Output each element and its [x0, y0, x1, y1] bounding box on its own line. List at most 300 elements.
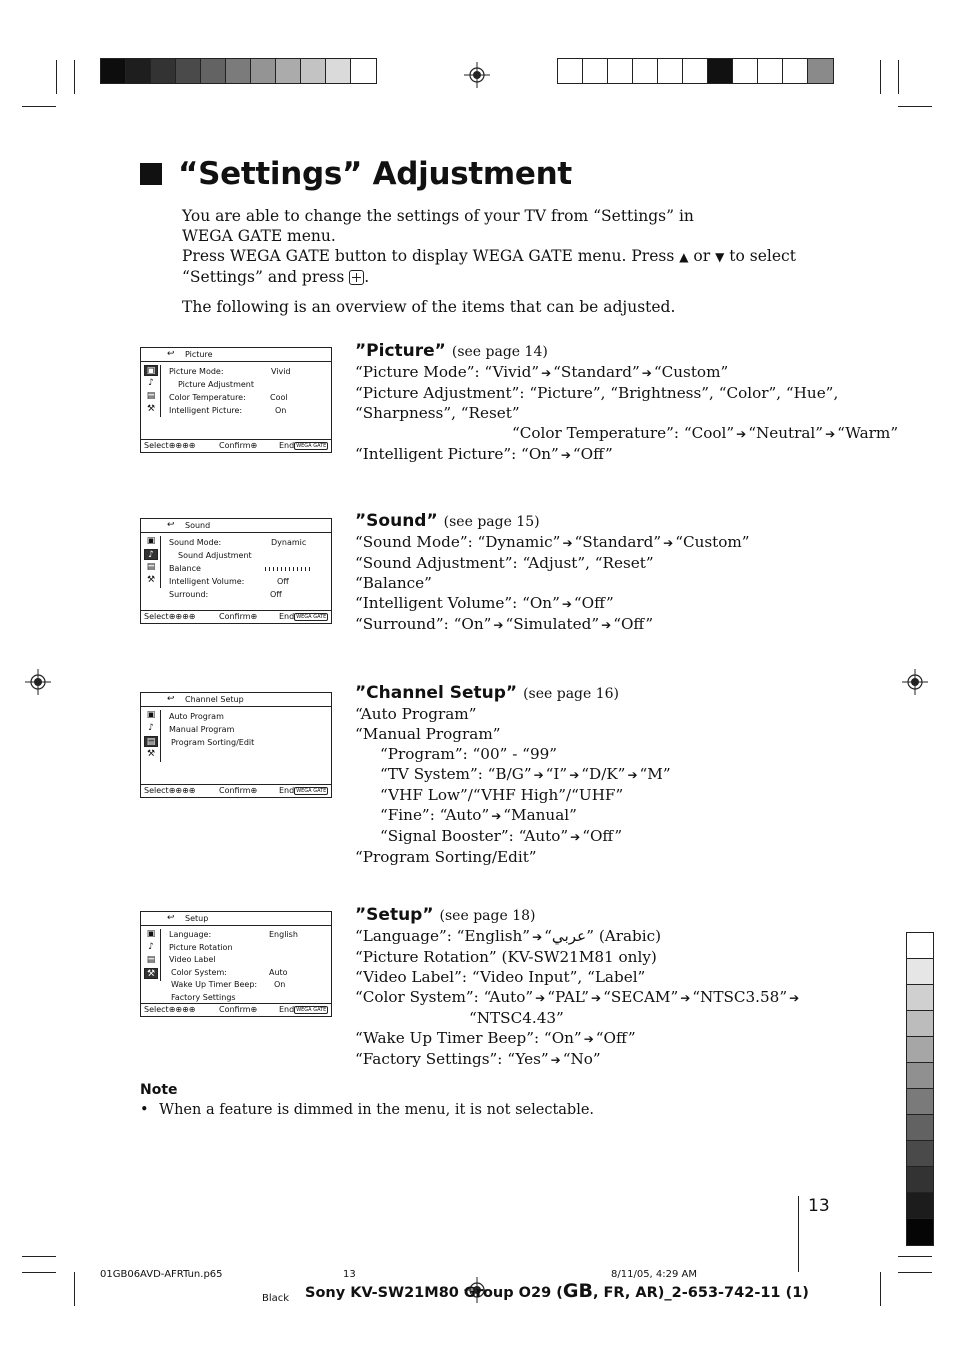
gradient-cell [907, 1089, 933, 1115]
right-arrow-icon: ➔ [493, 618, 504, 632]
option-value: “Program Sorting/Edit” [355, 848, 537, 866]
enter-button-icon [349, 270, 364, 285]
registration-mark-icon [25, 669, 51, 695]
option-value: “Off” [582, 827, 623, 845]
gradient-cell [907, 1115, 933, 1141]
option-value: “M” [639, 765, 671, 783]
menu-footer [141, 784, 331, 797]
menu-row-label: Balance [169, 564, 201, 573]
option-line [355, 744, 671, 764]
section-title: ”Channel Setup” [355, 683, 518, 703]
down-arrow-icon: ▼ [715, 250, 725, 264]
right-arrow-icon: ➔ [561, 597, 572, 611]
end-label: End [279, 612, 295, 621]
page-number-rule [798, 1196, 799, 1272]
gradient-cell [907, 933, 933, 959]
right-arrow-icon: ➔ [680, 991, 691, 1005]
gradient-cell [907, 959, 933, 985]
tv-picture-icon: ▣ [146, 536, 156, 546]
footer-page: 13 [343, 1269, 356, 1280]
gradient-cell [907, 1037, 933, 1063]
option-line [355, 847, 671, 867]
balance-slider [265, 567, 311, 571]
confirm-label: Confirm [219, 1005, 251, 1014]
option-line [355, 1049, 801, 1070]
option-line [355, 593, 750, 614]
page-reference: (see page 18) [439, 908, 536, 924]
option-line [355, 987, 801, 1008]
option-line [355, 1008, 801, 1028]
option-line [355, 403, 898, 423]
option-value: “TV System”: “B/G” [380, 765, 532, 783]
option-value: “Surround”: “On” [355, 615, 492, 633]
gradient-cell [907, 985, 933, 1011]
option-value: “Off” [573, 594, 614, 612]
menu-row-label: Surround: [169, 590, 209, 599]
menu-end-hint [279, 1004, 328, 1016]
menu-title: Sound [185, 521, 211, 530]
menu-header [141, 912, 331, 926]
menu-row [169, 378, 327, 391]
option-line [355, 704, 671, 724]
menu-row [169, 929, 327, 942]
sound-menu-screen [140, 518, 332, 624]
right-arrow-icon: ➔ [569, 768, 580, 782]
menu-row-label: Picture Adjustment [178, 380, 254, 389]
right-arrow-icon: ➔ [535, 991, 546, 1005]
option-value: “Picture Rotation” (KV-SW21M81 only) [355, 948, 657, 966]
option-line [355, 553, 750, 573]
menu-header [141, 348, 331, 362]
color-swatch [226, 59, 251, 83]
right-arrow-icon: ➔ [560, 448, 571, 462]
language-tab-gradient [906, 932, 934, 1246]
option-line [355, 423, 898, 444]
select-label: Select [144, 786, 169, 795]
menu-row-label: Picture Mode: [169, 367, 224, 376]
menu-row-value: On [274, 980, 286, 989]
option-value: “Program”: “00” - “99” [380, 745, 558, 763]
menu-row-label: Sound Mode: [169, 538, 222, 547]
color-swatch [101, 59, 126, 83]
menu-row-value: Cool [270, 393, 288, 402]
menu-row-label: Program Sorting/Edit [171, 738, 255, 747]
heading-bullet-square [140, 163, 162, 185]
option-value: “No” [562, 1050, 601, 1068]
option-value: “Warm” [837, 424, 899, 442]
page-reference: (see page 16) [523, 686, 620, 702]
menu-title: Picture [185, 350, 213, 359]
picture-menu-screen [140, 347, 332, 453]
intro-line [182, 246, 796, 267]
right-arrow-icon: ➔ [491, 809, 502, 823]
color-swatch [558, 59, 583, 83]
menu-row-value: Auto [269, 967, 288, 977]
channel-icon: ▤ [146, 955, 156, 965]
footer-model-a: Sony KV-SW21M80 Group O29 ( [305, 1285, 563, 1301]
note-body: When a feature is dimmed in the menu, it is not selectable. [159, 1102, 595, 1118]
sound-section [355, 511, 750, 635]
right-arrow-icon: ➔ [627, 768, 638, 782]
menu-row-label: Auto Program [169, 712, 224, 721]
wrench-icon: ⚒ [146, 404, 156, 414]
option-value: “Off” [613, 615, 654, 633]
music-note-icon: ♪ [148, 723, 154, 733]
intro-text-part: to select [729, 247, 796, 265]
option-line [355, 1028, 801, 1049]
option-value: “عربي” (Arabic) [544, 927, 662, 945]
option-line [355, 383, 898, 403]
color-swatch [201, 59, 226, 83]
color-swatch [351, 59, 376, 83]
option-value: “Neutral” [748, 424, 824, 442]
right-arrow-icon: ➔ [550, 1053, 561, 1067]
option-line [355, 614, 750, 635]
up-arrow-icon: ▲ [679, 250, 689, 264]
right-arrow-icon: ➔ [570, 830, 581, 844]
right-arrow-icon: ➔ [736, 427, 747, 441]
menu-row-label: Language: [169, 930, 212, 939]
menu-row-label: Factory Settings [171, 992, 236, 1002]
option-value: “Signal Booster”: “Auto” [380, 827, 569, 845]
return-arrow-icon: ↩ [167, 520, 175, 530]
option-value: “Standard” [574, 533, 662, 551]
menu-select-hint [144, 785, 196, 797]
menu-row-value: On [275, 406, 287, 415]
option-value: “Standard” [553, 363, 640, 381]
section-heading [355, 511, 750, 532]
menu-end-hint [279, 440, 328, 452]
tv-picture-icon: ▣ [146, 710, 156, 720]
menu-row-value: Off [277, 577, 289, 586]
option-value: “Intelligent Picture”: “On” [355, 445, 559, 463]
menu-select-hint [144, 611, 196, 623]
enter-button-icon: ⊕ [250, 612, 258, 621]
gradient-cell [907, 1141, 933, 1167]
menu-row-value: English [269, 930, 298, 939]
note-title: Note [140, 1082, 178, 1098]
color-swatch [733, 59, 758, 83]
option-line [355, 573, 750, 593]
music-note-icon: ♪ [148, 378, 154, 388]
menu-row-label: Color Temperature: [169, 393, 246, 402]
menu-confirm-hint [219, 440, 257, 452]
option-value: “Auto Program” [355, 705, 477, 723]
intro-line [182, 267, 796, 287]
menu-header [141, 693, 331, 707]
wrench-icon: ⚒ [146, 575, 156, 585]
confirm-label: Confirm [219, 612, 251, 621]
option-line [355, 926, 801, 947]
setup-menu-screen [140, 911, 332, 1017]
right-arrow-icon: ➔ [583, 1032, 594, 1046]
nav-buttons-icon: ⊕⊕⊕⊕ [168, 1005, 196, 1014]
option-value: “Fine”: “Auto” [380, 806, 490, 824]
option-value: “NTSC3.58” [692, 988, 788, 1006]
menu-row [169, 549, 327, 562]
option-line [355, 532, 750, 553]
color-swatch [758, 59, 783, 83]
registration-mark-icon [902, 669, 928, 695]
color-swatch [126, 59, 151, 83]
color-swatch [251, 59, 276, 83]
color-calibration-strip-left [100, 58, 377, 84]
option-value: “VHF Low”/“VHF High”/“UHF” [380, 786, 624, 804]
menu-confirm-hint [219, 1004, 257, 1016]
section-heading [355, 905, 801, 926]
return-arrow-icon: ↩ [167, 694, 175, 704]
option-value: “Color Temperature”: “Cool” [512, 424, 735, 442]
menu-row-label: Color System: [171, 967, 227, 977]
footer-ink: Black [262, 1293, 290, 1304]
option-line [355, 764, 671, 785]
menu-row-label: Picture Rotation [169, 942, 233, 952]
channel-icon: ▤ [144, 736, 158, 747]
color-swatch [633, 59, 658, 83]
intro-text [182, 206, 796, 287]
right-arrow-icon: ➔ [591, 991, 602, 1005]
end-label: End [279, 786, 295, 795]
select-label: Select [144, 441, 169, 450]
section-title: ”Picture” [355, 341, 446, 361]
menu-items [169, 536, 327, 601]
option-value: “SECAM” [603, 988, 679, 1006]
intro-text-part: . [364, 268, 370, 286]
option-value: “Intelligent Volume”: “On” [355, 594, 560, 612]
option-value: “Manual Program” [355, 725, 501, 743]
note-text [140, 1102, 594, 1118]
color-swatch [583, 59, 608, 83]
color-swatch [301, 59, 326, 83]
option-value: “Simulated” [505, 615, 600, 633]
option-line [355, 967, 801, 987]
right-arrow-icon: ➔ [825, 427, 836, 441]
section-title: ”Setup” [355, 905, 434, 925]
wega-gate-badge: WEGA GATE [296, 614, 327, 620]
option-value: “Sharpness”, “Reset” [355, 404, 520, 422]
option-value: “PAL” [547, 988, 589, 1006]
setup-section [355, 905, 801, 1070]
section-heading [355, 683, 671, 704]
menu-row [169, 967, 327, 980]
enter-button-icon: ⊕ [250, 786, 258, 795]
menu-footer [141, 610, 331, 623]
confirm-label: Confirm [219, 786, 251, 795]
select-label: Select [144, 612, 169, 621]
nav-buttons-icon: ⊕⊕⊕⊕ [168, 441, 196, 450]
page-reference: (see page 14) [451, 344, 548, 360]
color-swatch [658, 59, 683, 83]
return-arrow-icon: ↩ [167, 913, 175, 923]
menu-select-hint [144, 1004, 196, 1016]
nav-buttons-icon: ⊕⊕⊕⊕ [168, 786, 196, 795]
menu-end-hint [279, 785, 328, 797]
option-value: “Sound Mode”: “Dynamic” [355, 533, 561, 551]
menu-row-label: Manual Program [169, 725, 235, 734]
option-value: “Video Label”: “Video Input”, “Label” [355, 968, 646, 986]
menu-row-label: Intelligent Picture: [169, 406, 243, 415]
option-line [355, 785, 671, 805]
option-line [355, 362, 898, 383]
tv-picture-icon: ▣ [146, 929, 156, 939]
option-value: “Color System”: “Auto” [355, 988, 534, 1006]
menu-side-icons [143, 710, 161, 762]
menu-row-value: Off [270, 590, 282, 599]
option-line [355, 805, 671, 826]
menu-row-label: Video Label [169, 955, 216, 964]
footer-filename: 01GB06AVD-AFRTun.p65 [100, 1269, 223, 1280]
channel-icon: ▤ [146, 562, 156, 572]
color-swatch [326, 59, 351, 83]
right-arrow-icon: ➔ [641, 366, 652, 380]
menu-row [169, 365, 327, 378]
menu-row-label: Wake Up Timer Beep: [171, 980, 258, 989]
menu-row-value: Dynamic [271, 538, 307, 547]
option-value: “Custom” [675, 533, 750, 551]
option-value: “Picture Adjustment”: “Picture”, “Brightness”, “Color”, “Hue”, [355, 384, 839, 402]
confirm-label: Confirm [219, 441, 251, 450]
enter-button-icon: ⊕ [250, 441, 258, 450]
footer-date: 8/11/05, 4:29 AM [611, 1269, 698, 1280]
menu-row [169, 575, 327, 588]
color-swatch [151, 59, 176, 83]
end-label: End [279, 441, 295, 450]
menu-row [169, 736, 327, 749]
music-note-icon: ♪ [148, 942, 154, 952]
option-value: “Custom” [653, 363, 729, 381]
channel-icon: ▤ [146, 391, 156, 401]
option-value: “D/K” [581, 765, 626, 783]
menu-footer [141, 1003, 331, 1016]
option-value: “Balance” [355, 574, 432, 592]
option-value: “Wake Up Timer Beep”: “On” [355, 1029, 582, 1047]
channel-setup-section [355, 683, 671, 867]
bullet: • [140, 1102, 149, 1118]
menu-side-icons [143, 929, 161, 981]
gradient-cell [907, 1167, 933, 1193]
option-value: “Manual” [503, 806, 577, 824]
menu-confirm-hint [219, 611, 257, 623]
option-value: “Picture Mode”: “Vivid” [355, 363, 540, 381]
enter-button-icon: ⊕ [250, 1005, 258, 1014]
gradient-cell [907, 1011, 933, 1037]
intro-line: You are able to change the settings of your TV from “Settings” in [182, 207, 694, 225]
wega-gate-badge: WEGA GATE [296, 443, 327, 449]
menu-side-icons [143, 536, 161, 588]
menu-row-label: Intelligent Volume: [169, 577, 245, 586]
overview-text [182, 297, 675, 317]
menu-row [169, 942, 327, 955]
music-note-icon: ♪ [144, 549, 158, 560]
wrench-icon: ⚒ [146, 749, 156, 759]
color-swatch [683, 59, 708, 83]
menu-row [169, 391, 327, 404]
wega-gate-badge: WEGA GATE [296, 788, 327, 794]
option-value: “Off” [572, 445, 613, 463]
option-line [355, 947, 801, 967]
wrench-icon: ⚒ [144, 968, 158, 979]
option-line [355, 444, 898, 465]
footer-model-line [305, 1280, 809, 1302]
page-number: 13 [808, 1196, 830, 1216]
gradient-cell [907, 1063, 933, 1089]
right-arrow-icon: ➔ [533, 768, 544, 782]
picture-section [355, 341, 898, 465]
wega-gate-badge: WEGA GATE [296, 1007, 327, 1013]
footer-model-b: , FR, AR)_2-653-742-11 (1) [592, 1285, 809, 1301]
option-line [355, 724, 671, 744]
menu-items [169, 710, 327, 749]
option-line [355, 826, 671, 847]
option-value: “Language”: “English” [355, 927, 531, 945]
return-arrow-icon: ↩ [167, 349, 175, 359]
menu-row [169, 404, 327, 417]
right-arrow-icon: ➔ [541, 366, 552, 380]
right-arrow-icon: ➔ [562, 536, 573, 550]
option-value: “NTSC4.43” [469, 1009, 564, 1027]
menu-side-icons [143, 365, 161, 417]
registration-mark-icon [464, 62, 490, 88]
menu-row [169, 588, 327, 601]
menu-row [169, 536, 327, 549]
color-swatch [708, 59, 733, 83]
color-swatch [808, 59, 833, 83]
menu-confirm-hint [219, 785, 257, 797]
section-heading [355, 341, 898, 362]
menu-row [169, 979, 327, 992]
color-swatch [783, 59, 808, 83]
gradient-cell [907, 1193, 933, 1219]
menu-items [169, 365, 327, 417]
right-arrow-icon: ➔ [532, 930, 543, 944]
footer-model-gb: GB [562, 1280, 593, 1302]
menu-row [169, 723, 327, 736]
menu-row-value: Vivid [271, 367, 291, 376]
section-title: ”Sound” [355, 511, 438, 531]
intro-text-part: “Settings” and press [182, 268, 345, 286]
end-label: End [279, 1005, 295, 1014]
right-arrow-icon: ➔ [789, 991, 800, 1005]
menu-row-label: Sound Adjustment [178, 551, 252, 560]
channel-setup-menu-screen [140, 692, 332, 798]
color-swatch [176, 59, 201, 83]
menu-title: Channel Setup [185, 695, 244, 704]
page-reference: (see page 15) [443, 514, 540, 530]
right-arrow-icon: ➔ [663, 536, 674, 550]
menu-footer [141, 439, 331, 452]
gradient-cell [907, 1219, 933, 1245]
intro-line: WEGA GATE menu. [182, 227, 336, 245]
color-swatch [608, 59, 633, 83]
menu-select-hint [144, 440, 196, 452]
option-value: “Off” [595, 1029, 636, 1047]
menu-row [169, 562, 327, 575]
menu-header [141, 519, 331, 533]
color-calibration-strip-right [557, 58, 834, 84]
option-value: “I” [545, 765, 568, 783]
menu-row [169, 710, 327, 723]
color-swatch [276, 59, 301, 83]
right-arrow-icon: ➔ [601, 618, 612, 632]
tv-picture-icon: ▣ [144, 365, 158, 376]
option-value: “Sound Adjustment”: “Adjust”, “Reset” [355, 554, 654, 572]
menu-items [169, 929, 327, 1004]
nav-buttons-icon: ⊕⊕⊕⊕ [168, 612, 196, 621]
overview-line: The following is an overview of the items that can be adjusted. [182, 298, 676, 316]
menu-row [169, 954, 327, 967]
menu-title: Setup [185, 914, 209, 923]
intro-text-part: or [693, 247, 711, 265]
